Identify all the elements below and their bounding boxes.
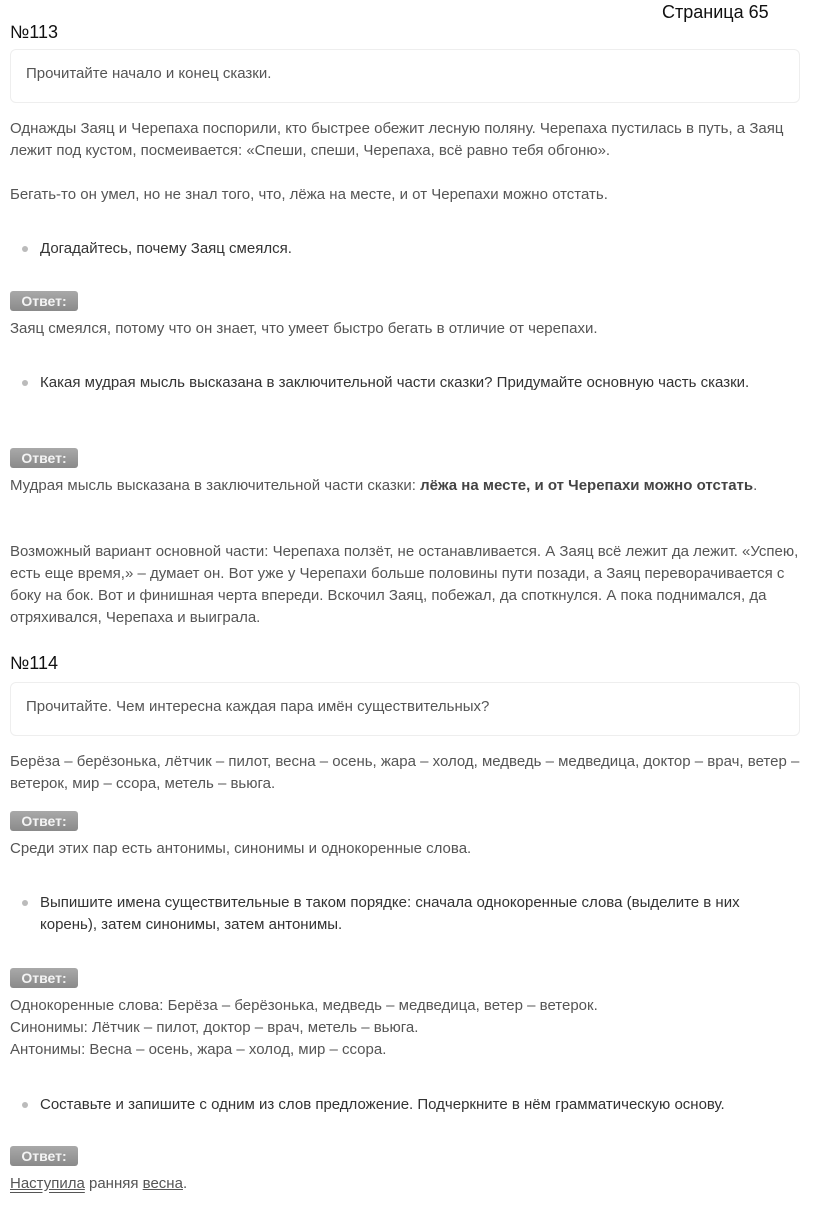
bullet-icon (22, 1102, 28, 1108)
answer-114-1: Среди этих пар есть антонимы, синонимы и однокоренные слова. (10, 840, 472, 857)
question-113-1 (22, 238, 792, 260)
answer-113-2: Мудрая мысль высказана в заключительной части сказки: лёжа на месте, и от Черепахи можно отстать. (10, 477, 758, 494)
task-number-114: №114 (10, 653, 59, 673)
answer-badge: Ответ: (10, 1146, 78, 1166)
story-ending: Бегать-то он умел, но не знал того, что, лёжа на месте, и от Черепахи можно отстать. (10, 186, 608, 203)
question-114-3 (22, 1094, 792, 1116)
task-prompt-114: Прочитайте. Чем интересна каждая пара имён существительных? (26, 698, 490, 715)
word-pairs: Берёза – берёзонька, лётчик – пилот, весна – осень, жара – холод, медведь – медведица, доктор – врач, ветер – ветерок, мир – ссора, метель – вьюга. (10, 753, 800, 792)
antonyms-line: Антонимы: Весна – осень, жара – холод, мир – ссора. (10, 1041, 387, 1058)
answer-113-2-main-part: Возможный вариант основной части: Черепаха ползёт, не останавливается. А Заяц всё лежит да лежит. «Успею, есть еще время,» – думает он. Вот уже у Черепахи больше половины пути позади, а Заяц переворачивается с боку на бок. Вот и финишная черта впереди. Вскочил Заяц, побежал, да споткнулся. А пока поднимался, да отряхивался, Черепаха и выиграла. (10, 543, 799, 626)
answer-badge: Ответ: (10, 448, 78, 468)
bullet-icon (22, 380, 28, 386)
task-number-113: №113 (10, 22, 59, 42)
wise-thought: лёжа на месте, и от Черепахи можно отстать (420, 477, 754, 494)
question-114-2 (22, 892, 792, 936)
subject: весна (142, 1175, 183, 1192)
question-text: Догадайтесь, почему Заяц смеялся. (40, 240, 292, 257)
bullet-icon (22, 246, 28, 252)
answer-badge: Ответ: (10, 291, 78, 311)
question-113-2 (22, 372, 792, 394)
answer-114-2 (10, 995, 800, 1061)
root-words-line: Однокоренные слова: Берёза – берёзонька, медведь – медведица, ветер – ветерок. (10, 997, 598, 1014)
answer-badge: Ответ: (10, 811, 78, 831)
synonyms-line: Синонимы: Лётчик – пилот, доктор – врач, метель – вьюга. (10, 1019, 419, 1036)
question-text: Составьте и запишите с одним из слов предложение. Подчеркните в нём грамматическую основу. (40, 1096, 725, 1113)
story-beginning: Однажды Заяц и Черепаха поспорили, кто быстрее обежит лесную поляну. Черепаха пустилась в путь, а Заяц лежит под кустом, посмеивается: «Спеши, спеши, Черепаха, всё равно тебя обгоню». (10, 120, 784, 159)
answer-114-3: Наступила ранняя весна. (10, 1175, 188, 1192)
page-number: Страница 65 (662, 2, 769, 22)
task-prompt-box-113 (10, 49, 800, 103)
predicate: Наступила (10, 1175, 85, 1192)
task-prompt-box-114 (10, 682, 800, 736)
answer-badge: Ответ: (10, 968, 78, 988)
task-prompt-113: Прочитайте начало и конец сказки. (26, 65, 272, 82)
bullet-icon (22, 900, 28, 906)
answer-113-1: Заяц смеялся, потому что он знает, что умеет быстро бегать в отличие от черепахи. (10, 320, 598, 337)
question-text: Выпишите имена существительные в таком порядке: сначала однокоренные слова (выделите в них корень), затем синонимы, затем антонимы. (40, 894, 740, 933)
question-text: Какая мудрая мысль высказана в заключительной части сказки? Придумайте основную часть сказки. (40, 374, 750, 391)
